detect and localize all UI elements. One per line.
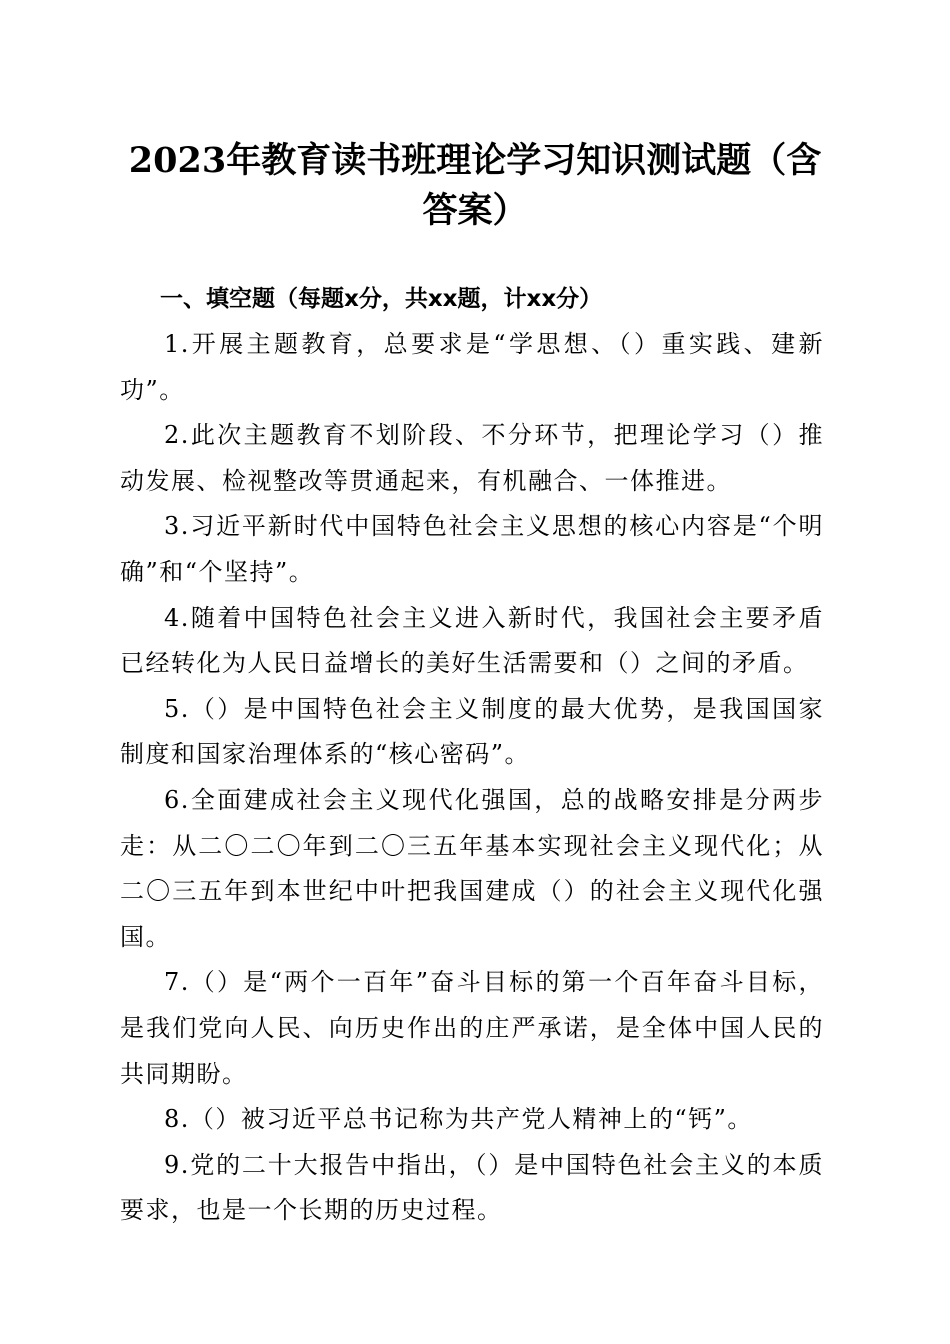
question-7: 7.（）是“两个一百年”奋斗目标的第一个百年奋斗目标，是我们党向人民、向历史作出的庄严承诺，是全体中国人民的共同期盼。 [120,968,824,1088]
document-title: 2023年教育读书班理论学习知识测试题（含答案） [128,140,822,231]
question-list [120,322,824,1234]
question-9: 9.党的二十大报告中指出，（）是中国特色社会主义的本质要求，也是一个长期的历史过程。 [120,1150,824,1225]
question-4: 4.随着中国特色社会主义进入新时代，我国社会主要矛盾已经转化为人民日益增长的美好生活需要和（）之间的矛盾。 [120,603,824,678]
question-6: 6.全面建成社会主义现代化强国，总的战略安排是分两步走：从二〇二〇年到二〇三五年基本实现社会主义现代化；从二〇三五年到本世纪中叶把我国建成（）的社会主义现代化强国。 [120,785,824,951]
question-8: 8.（）被习近平总书记称为共产党人精神上的“钙”。 [164,1105,753,1134]
section-heading: 一、填空题（每题x分，共xx题，计xx分） [160,286,603,312]
question-3: 3.习近平新时代中国特色社会主义思想的核心内容是“个明确”和“个坚持”。 [120,512,824,586]
question-1: 1.开展主题教育，总要求是“学思想、（）重实践、建新功”。 [120,330,824,404]
question-2: 2.此次主题教育不划阶段、不分环节，把理论学习（）推动发展、检视整改等贯通起来，有机融合、一体推进。 [120,421,824,495]
question-5: 5.（）是中国特色社会主义制度的最大优势，是我国国家制度和国家治理体系的“核心密码”。 [120,694,824,769]
